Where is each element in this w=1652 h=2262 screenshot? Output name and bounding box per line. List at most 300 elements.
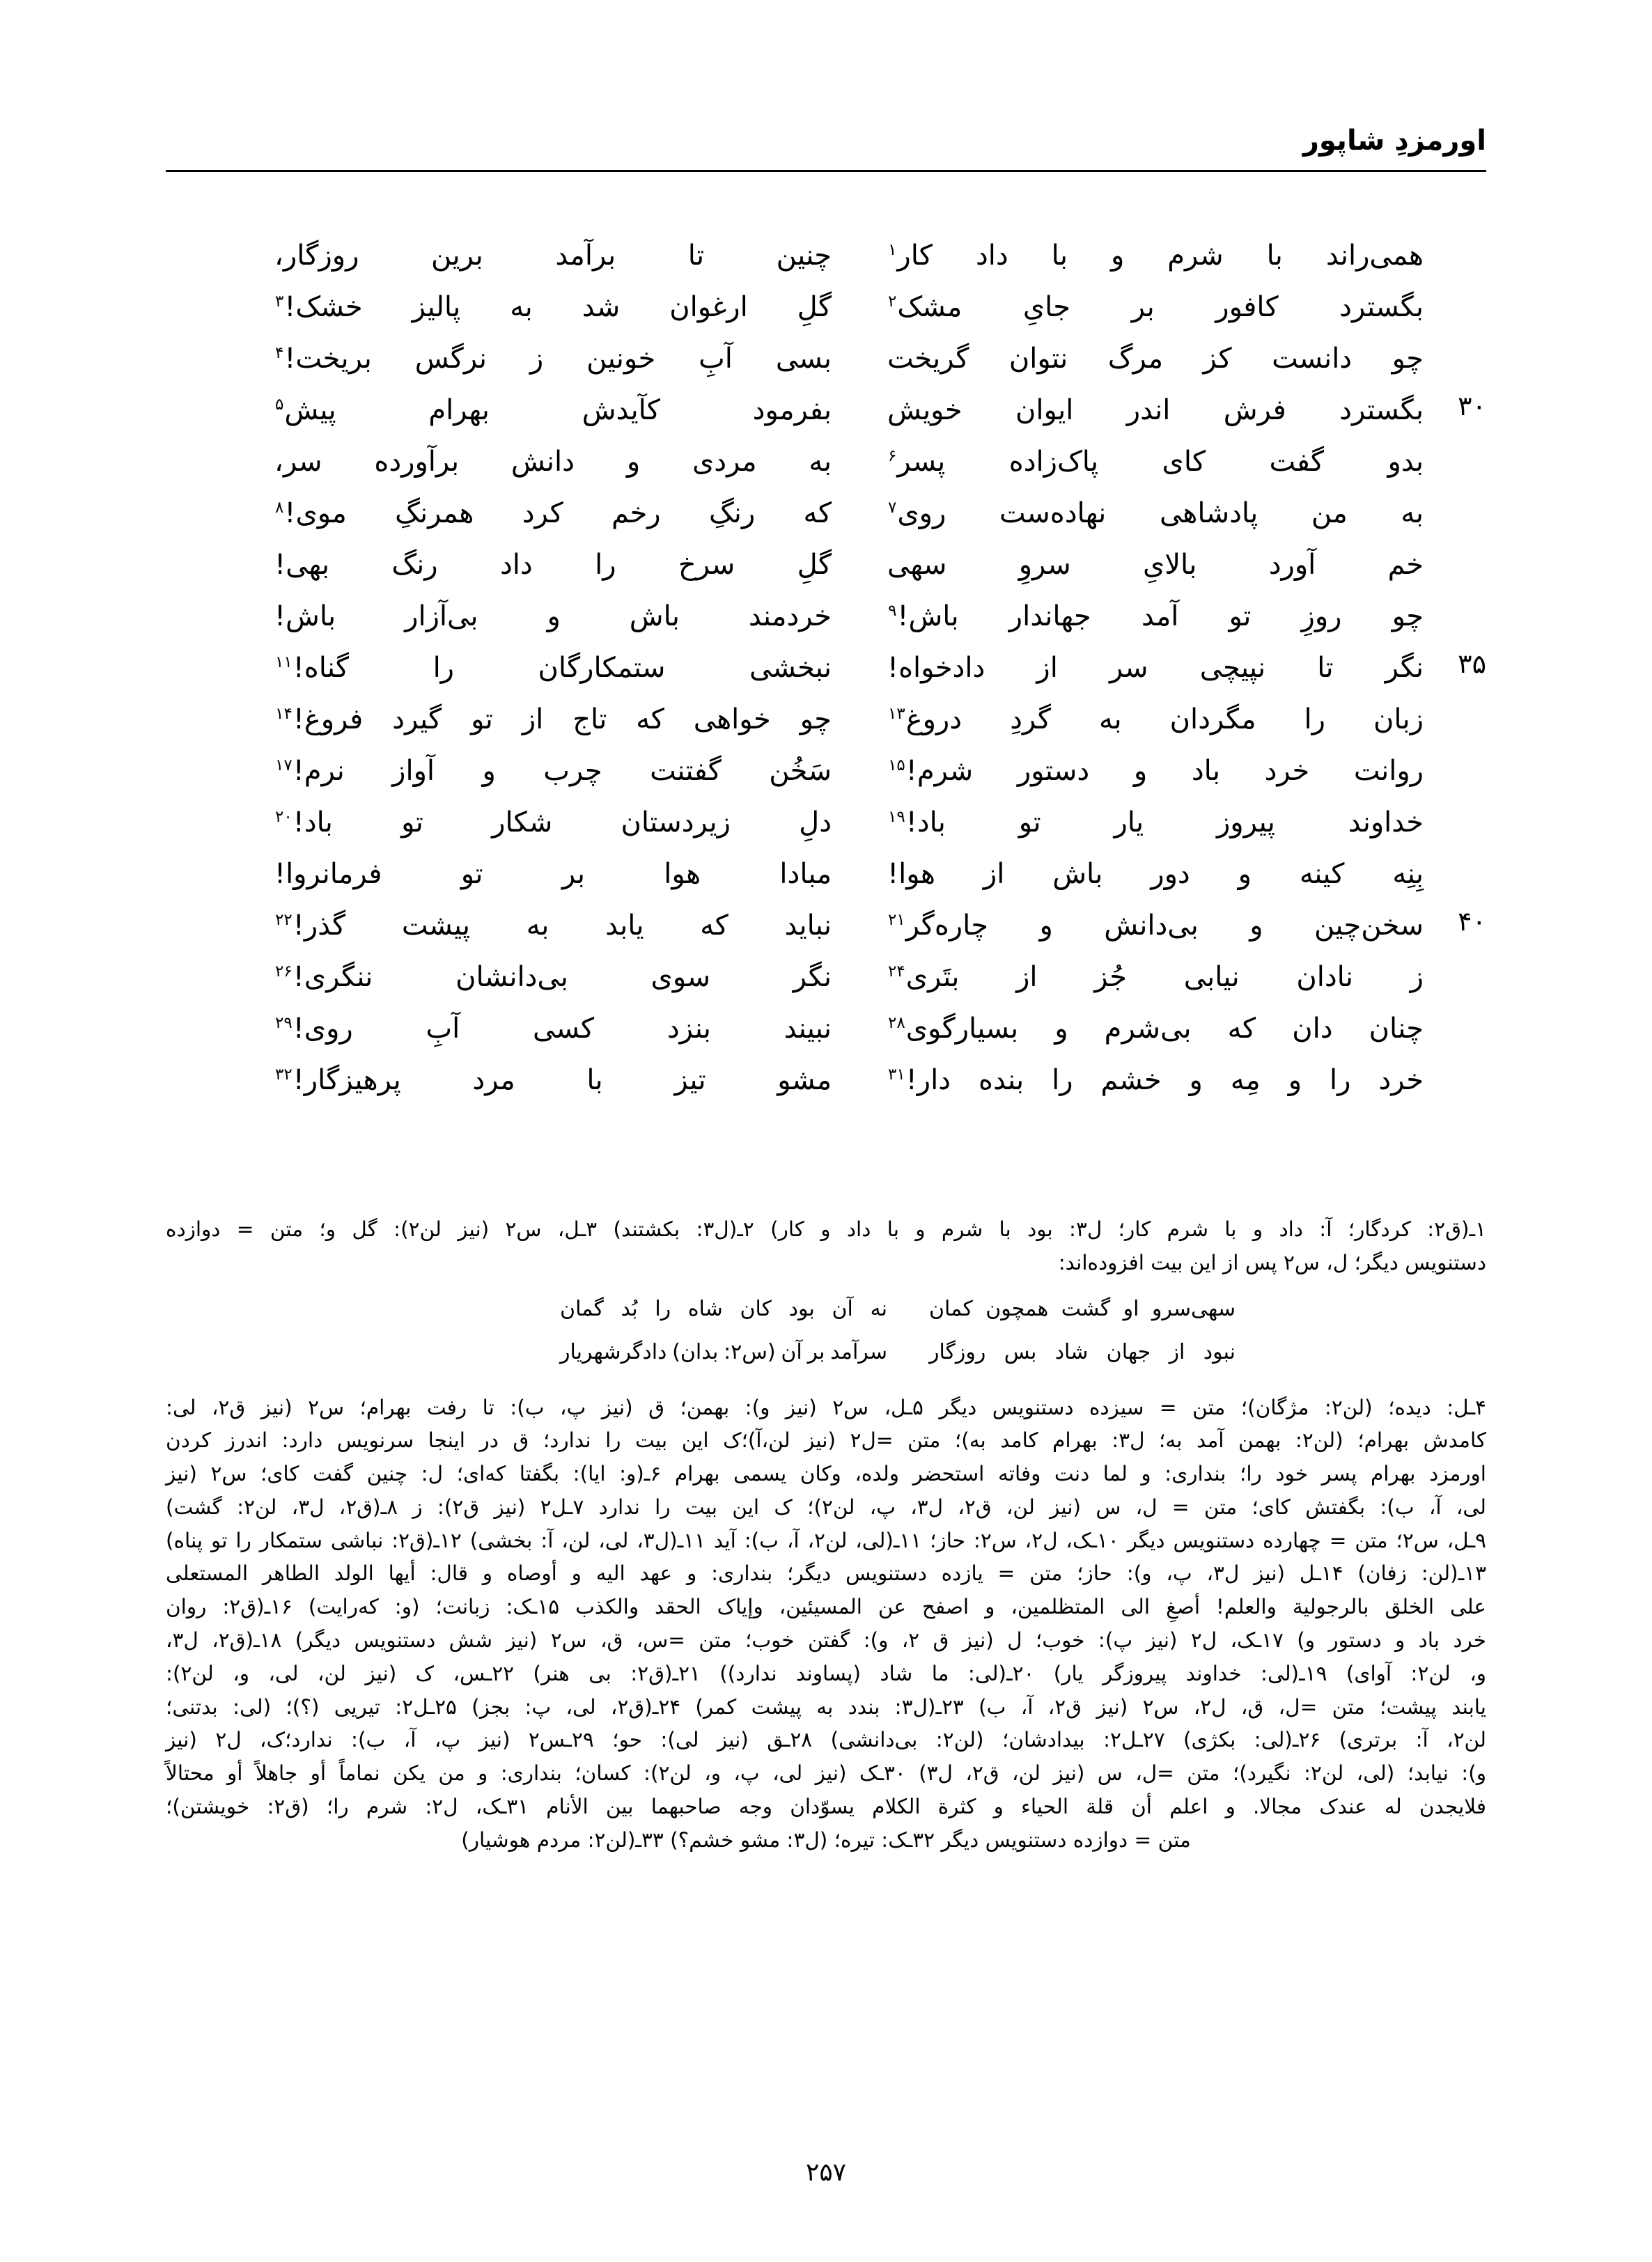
verse-row [166,492,1486,543]
verse-word: بدو [1387,446,1424,478]
hemistich-left [274,1007,832,1050]
verse-row [166,234,1486,286]
apparatus-line: و، لن۲: آوای) ۱۹ـ(لی: خداوند پیروزگر یار) ۲۰ـ(لی: ما شاد (پساوند ندارد)) ۲۱ـ(ق۲: بی هنر) ۲۲ـس، ک (نیز لن، لی، و، لن۲): [166,1661,1486,1685]
verse-word: از [983,858,1005,890]
inset-couplet-row [166,1336,1486,1379]
verse-word: بگسترد [1339,394,1424,426]
inset-word: از [1169,1339,1185,1364]
verse-word: دستور [1017,755,1090,787]
apparatus-marker: ۲۸ [888,1013,905,1032]
apparatus-line: خرد باد و دستور و) ۱۷ـک، ل۲ (نیز پ): خوب؛ ل (نیز ق ۲، و): گفتن خوب؛ متن =س، ق، س۲ (نیز شش دستنویس دیگر) ۱۸ـ(ق۲، ل۳، [166,1628,1486,1653]
verse-word: نرگس [414,343,487,375]
verse-word: اندر [1126,394,1171,426]
verse-row [166,286,1486,337]
verse-word: کسی [532,1013,595,1045]
verse-word: داد [499,549,533,581]
verse-word: به [809,446,832,478]
verse-word: بر [1131,291,1155,323]
inset-word: کمان [929,1296,973,1321]
verse-word: نپیچی [1199,652,1266,684]
verse-word: سر، [274,446,322,478]
hemistich-right [887,698,1424,741]
verse-word: یابد [605,910,644,942]
verse-word: کرد [522,497,563,529]
hemistich-left [274,389,832,432]
verse-word: شکار [492,806,553,838]
hemistich-right [887,646,1424,689]
verse-block [166,234,1486,1110]
apparatus-line: دستنویس دیگر؛ ل، س۲ پس از این بیت افزوده‌اند: [1058,1250,1486,1274]
hemistich-right [887,749,1424,793]
apparatus-marker: ۴ [275,343,284,362]
verse-word: خرد [1378,1064,1424,1096]
verse-word: چنان [1369,1013,1424,1045]
verse-word: بِنِه [1392,858,1424,890]
verse-word: را [433,652,454,684]
verse-word: تو [401,806,423,838]
apparatus-marker: ۱۵ [888,756,905,774]
verse-row [166,852,1486,904]
verse-line-number: ۴۰ [1458,906,1486,937]
verse-word: که [636,703,664,735]
verse-word: که [1227,1013,1256,1045]
apparatus-marker: ۳۲ [275,1065,293,1084]
inset-word: گشت [1061,1296,1111,1321]
verse-word: خردمند [748,600,832,632]
verse-word: گلِ [797,549,832,581]
verse-word: کینه [1299,858,1345,890]
verse-word: فرمانروا! [274,858,382,890]
hemistich-left [274,595,832,638]
verse-word: نرم!$^{۱۷}$ [275,755,345,787]
apparatus-line: لی، آ، ب): بگفتش کای؛ متن = ل، س (نیز لن، ق۲، ل۳، پ، لن۲)؛ ک این بیت را ندارد ۷ـل۲ (نیز ق۲): ز ۸ـ(ق۲، ل۳، لن۲: گشت) [166,1495,1486,1519]
verse-word: بالایِ [1142,549,1197,581]
verse-word: خم [1387,549,1424,581]
hemistich-left [274,1059,832,1102]
header-divider [166,170,1486,172]
inset-word: او [1123,1296,1139,1321]
verse-word: دروغ$^{۱۳}$ [888,703,963,735]
inset-word: بود [788,1296,815,1321]
inset-word: (س۲: [724,1339,776,1364]
verse-word: خرد [1264,755,1310,787]
verse-word: کای [1162,446,1206,478]
verse-word: و [1133,755,1148,787]
hemistich-left [274,801,832,844]
inset-couplet-row [166,1293,1486,1336]
apparatus-marker: ۱۴ [275,704,293,723]
inset-hemistich-left [560,1293,887,1327]
verse-word: با [586,1064,603,1096]
verse-word: بفرمود [752,394,832,426]
verse-word: بسیارگوی$^{۲۸}$ [888,1013,1019,1045]
verse-word: همرنگِ [395,497,474,529]
verse-word: برین [431,240,483,272]
verse-word: خویش [887,394,963,426]
verse-word: نادان [1296,961,1353,993]
apparatus-marker: ۵ [275,395,284,414]
inset-word: سرآمد [830,1339,887,1364]
verse-word: آبِ [426,1013,460,1045]
verse-word: و [1054,1013,1068,1045]
apparatus-marker: ۲۶ [275,962,293,981]
verse-word: که [700,910,728,942]
apparatus-marker: ۲۴ [888,962,905,981]
verse-word: باش [1052,858,1103,890]
verse-word: تو [460,858,483,890]
verse-word: مرگ [1107,343,1163,375]
verse-word: سوی [650,961,711,993]
inset-word: جهان [1106,1339,1151,1364]
verse-word: و [1288,1064,1302,1096]
verse-word: تیز [674,1064,706,1096]
verse-word: شد [582,291,621,323]
verse-row [166,337,1486,389]
verse-word: با [1051,240,1068,272]
verse-word: به [526,910,550,942]
verse-word: فروغ!$^{۱۴}$ [275,703,364,735]
verse-word: من [1311,497,1348,529]
verse-row [166,904,1486,956]
apparatus-marker: ۱۹ [888,807,905,826]
verse-row [166,749,1486,801]
apparatus-line: فلایجدن له عندک مجالا. و اعلم أن قلة الحیاء و کثرة الکلام یسوّدان وجه صاحبهما بین الأنام ۳۱ـک، ل۲: شرم را؛ (ق۲: خویشتن)؛ [166,1794,1486,1818]
hemistich-left [274,337,832,380]
verse-word: پادشاهی [1159,497,1259,529]
verse-word: سهی [887,549,947,581]
verse-word: نگر [793,961,832,993]
verse-word: باش [629,600,680,632]
hemistich-right [887,956,1424,999]
apparatus-marker: ۲۱ [888,910,905,929]
verse-word: گلِ [797,291,832,323]
verse-word: مِه [1230,1064,1261,1096]
verse-word: سخن‌چین [1314,910,1424,942]
verse-word: ستمکارگان [538,652,666,684]
verse-word: دلِ [799,806,832,838]
inset-word: نبود [1203,1339,1236,1364]
page-number: ۲۵۷ [805,2158,846,2187]
apparatus-marker: ۲۰ [275,807,293,826]
apparatus-marker: ۱۱ [275,653,293,671]
inset-word: بدان) [672,1339,719,1364]
verse-word: ایوان [1015,394,1074,426]
verse-word: و [1110,240,1125,272]
inset-word: بر [807,1339,825,1364]
hemistich-left [274,234,832,277]
verse-word: روی$^۷$ [888,497,946,529]
verse-word: چو [1392,343,1424,375]
verse-word: باد!$^{۲۰}$ [275,806,333,838]
inset-word: روزگار [929,1339,986,1364]
verse-word: آبِ [699,343,733,375]
verse-word: گذر!$^{۲۲}$ [275,910,346,942]
inset-word: آن [781,1339,802,1364]
verse-row [166,543,1486,595]
verse-word: بگسترد [1339,291,1424,323]
verse-word: تا [1317,652,1334,684]
verse-word: سر [1109,652,1148,684]
verse-word: چرب [543,755,602,787]
inset-word: گمان [560,1296,604,1321]
verse-word: باش! [274,600,336,632]
apparatus-marker: ۳۱ [888,1065,905,1084]
verse-word: به [1401,497,1424,529]
verse-word: پیشت [401,910,471,942]
verse-word: رنگِ [708,497,756,529]
verse-word: گریخت [887,343,969,375]
verse-word: جایِ [1022,291,1071,323]
verse-word: مشک$^۲$ [888,291,963,323]
verse-word: دان [1292,1013,1333,1045]
apparatus-line: ۴ـل: دیده؛ (لن۲: مژگان)؛ متن = سیزده دستنویس دیگر ۵ـل، س۲ (نیز و): بهمن؛ ق (نیز پ، ب): تا رفت بهرام؛ س۲ (نیز ق۲، لی: [166,1395,1487,1419]
verse-word: را [1304,703,1325,735]
apparatus-line: ۱ـ(ق۲: کردگار؛ آ: داد و با شرم کار؛ ل۳: بود با شرم و با داد و کار) ۲ـ(ل۳: بکشتند) ۳ـل، س۲ (نیز لن۲): گل و؛ متن = دوازده [166,1217,1486,1241]
verse-word: پالیز [412,291,461,323]
hemistich-left [274,956,832,999]
hemistich-right [887,543,1424,586]
apparatus-marker: ۲۹ [275,1013,293,1032]
verse-word: بنده [979,1064,1024,1096]
hemistich-right [887,389,1424,432]
verse-word: از [1036,652,1058,684]
verse-word: به [510,291,533,323]
verse-word: و [547,600,561,632]
inset-word: شاه [687,1296,723,1321]
verse-word: جهاندار [1008,600,1091,632]
verse-word: تو [471,703,493,735]
verse-word: بتَری$^{۲۴}$ [888,961,960,993]
verse-word: از [522,703,544,735]
verse-word: با [1266,240,1283,272]
verse-word: سروِ [1018,549,1071,581]
hemistich-left [274,646,832,689]
apparatus-line: یابند پیشت؛ متن =ل، ق، ل۲، س۲ (نیز ق۲، آ، ب) ۲۳ـ(ل۳: بندد به پیشت کمر) ۲۴ـ(ق۲، لی، پ: بجز) ۲۵ـل۲: تیریی (؟)؛ (لی: بدتنی؛ [166,1694,1486,1719]
hemistich-right [887,801,1424,844]
verse-row [166,646,1486,698]
verse-word: پیروز [1216,806,1275,838]
verse-word: تاج [572,703,607,735]
inset-variant-couplet [166,1293,1486,1382]
verse-word: به [1099,703,1122,735]
verse-row [166,956,1486,1007]
verse-word: باد [1191,755,1220,787]
verse-word: دار!$^{۳۱}$ [888,1064,951,1096]
hemistich-left [274,492,832,535]
verse-word: نیابی [1183,961,1240,993]
verse-word: گردِ [1010,703,1052,735]
verse-word: دانش [511,446,575,478]
verse-word: را [595,549,616,581]
verse-word: هوا [664,858,701,890]
verse-word: جُز [1094,961,1128,993]
verse-word: و [1249,910,1263,942]
verse-word: چو [1392,600,1424,632]
apparatus-line: لن۲، آ: برتری) ۲۶ـ(لی: بکژی) ۲۷ـل۲: بیدادشان؛ (لن۲: بی‌دانشی) ۲۸ـق (نیز لی): حو؛ ۲۹ـس۲ (نیز پ، آ، ب): ندارد؛ک، ل۲ (نیز [166,1728,1486,1752]
running-header [166,124,1486,177]
apparatus-line: ۱۳ـ(لن: زفان) ۱۴ـل (نیز ل۳، پ، و): حاز؛ متن = یازده دستنویس دیگر؛ بنداری: و عهد الیه و أوصاه و قال: أیها الولد الطاهر المستعلی [166,1561,1486,1586]
verse-word: پیش$^۵$ [275,394,336,426]
hemistich-right [887,904,1424,947]
verse-word: مشو [777,1064,832,1096]
verse-word: مرد [472,1064,515,1096]
verse-word: گیرد [392,703,442,735]
verse-word: شرم!$^{۱۵}$ [888,755,974,787]
verse-word: دانست [1272,343,1353,375]
verse-word: مردی [692,446,757,478]
verse-word: روانت [1353,755,1424,787]
verse-word: داد [975,240,1008,272]
verse-word: بنزد [667,1013,711,1045]
verse-word: تو [1229,600,1252,632]
verse-word: نهاده‌ست [999,497,1107,529]
verse-word: و [626,446,641,478]
verse-word: بسی [775,343,832,375]
apparatus-marker: ۸ [275,498,284,517]
verse-word: آمد [1141,600,1179,632]
verse-word: پاک‌زاده [1008,446,1099,478]
verse-row [166,1007,1486,1059]
verse-word: چنین [776,240,832,272]
verse-word: از [1016,961,1038,993]
inset-hemistich-left [560,1336,887,1370]
hemistich-left [274,749,832,793]
verse-line-number: ۳۵ [1458,648,1486,679]
apparatus-marker: ۹ [888,601,897,620]
verse-word: ارغوان [669,291,748,323]
hemistich-left [274,852,832,896]
verse-row [166,595,1486,646]
apparatus-opening [166,1213,1486,1280]
verse-word: باش!$^۹$ [888,600,959,632]
hemistich-left [274,698,832,741]
hemistich-right [887,286,1424,329]
inset-word: دادگرشهریار [560,1339,667,1364]
verse-row [166,440,1486,492]
verse-word: تو [1018,806,1041,838]
verse-row [166,389,1486,440]
apparatus-line: ۹ـل، س۲؛ متن = چهارده دستنویس دیگر ۱۰ـک، ل۲، س۲: حاز؛ ۱۱ـ(لی، لن۲، آ، ب): آید ۱۱ـ(ل۳، لی، لن، آ: بخشی) ۱۲ـ(ق۲: نباشی ستمکار را تو پناه) [166,1528,1486,1552]
inset-word: بُد [621,1296,638,1321]
hemistich-right [887,1007,1424,1050]
verse-word: و [1189,1064,1203,1096]
verse-word: ز [1410,961,1424,993]
verse-word: همی‌راند [1325,240,1424,272]
verse-word: گفتنت [650,755,722,787]
verse-word: نگر [1385,652,1424,684]
verse-word: گناه!$^{۱۱}$ [275,652,350,684]
verse-word: و [1238,858,1252,890]
verse-word: روی!$^{۲۹}$ [275,1013,353,1045]
verse-word: که [803,497,832,529]
inset-word: را [655,1296,671,1321]
verse-word: خشک!$^۳$ [275,291,363,323]
verse-word: و [482,755,496,787]
verse-word: پرهیزگار!$^{۳۲}$ [275,1064,401,1096]
verse-row [166,1059,1486,1110]
apparatus-marker: ۳ [275,292,284,311]
verse-word: بر [561,858,586,890]
hemistich-right [887,1059,1424,1102]
hemistich-left [274,543,832,586]
verse-word: خداوند [1348,806,1424,838]
inset-word: بس [1004,1339,1037,1364]
verse-word: را [1329,1064,1351,1096]
hemistich-right [887,337,1424,380]
verse-word: نباید [784,910,832,942]
verse-word: نبیند [784,1013,832,1045]
header-title: اورمزدِ شاپور [1302,125,1486,157]
verse-word: خونین [586,343,656,375]
inset-word: کان [740,1296,772,1321]
hemistich-right [887,595,1424,638]
verse-word: چو [800,703,832,735]
inset-hemistich-right [929,1336,1236,1370]
inset-word: آن [832,1296,853,1321]
verse-word: مگردان [1169,703,1256,735]
verse-word: کافور [1215,291,1279,323]
verse-word: شرم [1167,240,1224,272]
verse-word: نتوان [1008,343,1068,375]
apparatus-line: و): نیابد؛ (لی، لن۲: نگیرد)؛ متن =ل، س (نیز لن، ق۲، ل۳) ۳۰ـک (نیز لی، پ، و، لن۲): کسان؛ بنداری: و من یکن نماماً أو جاهلاً أو محتالاً [166,1761,1486,1786]
verse-word: سَخُن [769,755,832,787]
inset-word: نه [870,1296,887,1321]
verse-word: موی!$^۸$ [275,497,347,529]
verse-word: خشم [1100,1064,1162,1096]
verse-word: فرش [1223,394,1286,426]
hemistich-right [887,440,1424,483]
verse-word: ز [529,343,544,375]
verse-word: رنگ [391,549,438,581]
verse-word: روزگار، [274,240,359,272]
verse-word: بی‌آزار [405,600,478,632]
verse-word: زبان [1373,703,1424,735]
verse-word: برآمد [555,240,616,272]
apparatus-line: کامدش بهرام؛ (لن۲: بهمن آمد به؛ ل۳: بهرام کامد به)؛ متن =ل۲ (نیز لن،آ)؛ک این بیت را ندارد؛ ق در اینجا سرنویس دارد: اندرز کردن [166,1428,1487,1453]
verse-word: بی‌دانش [1104,910,1199,942]
verse-word: بهی! [274,549,330,581]
apparatus-marker: ۱۷ [275,756,293,774]
verse-word: کز [1203,343,1232,375]
apparatus-marker: ۶ [888,446,897,465]
verse-row [166,698,1486,749]
verse-word: کآیدش [582,394,660,426]
apparatus-marker: ۷ [888,498,897,517]
hemistich-right [887,492,1424,535]
verse-word: یار [1114,806,1144,838]
verse-word: باد!$^{۱۹}$ [888,806,946,838]
verse-word: گفت [1269,446,1325,478]
apparatus-line: اورمزد بهرام پسر خود را؛ بنداری: و لما دنت وفاته استحضر ولده، وکان یسمی بهرام ۶ـ(و: ایا): بگفتا که‌ای؛ ل: چنین گفت کای؛ س۲ (نیز [166,1462,1486,1486]
apparatus-line: علی الخلق بالرجولیة والعلم! أصغِ الی المتظلمین، و اصفح عن المسیئین، وإیاک الحقد والکذب ۱۵ـک: زبانت؛ (و: که‌رایت) ۱۶ـ(ق۲: روان [166,1595,1486,1619]
inset-word: سهی‌سرو [1151,1296,1236,1321]
verse-word: بی‌شرم [1104,1013,1192,1045]
apparatus-line: متن = دوازده دستنویس دیگر ۳۲ـک: تیره؛ (ل۳: مشو خشم؟) ۳۳ـ(لن۲: مردم هوشیار) [461,1827,1191,1852]
hemistich-left [274,286,832,329]
verse-word: بی‌دانشان [455,961,568,993]
verse-word: سرخ [678,549,735,581]
verse-word: و [1039,910,1053,942]
hemistich-right [887,852,1424,896]
verse-word: آورد [1268,549,1316,581]
apparatus-marker: ۱ [888,240,897,259]
verse-word: چاره‌گر$^{۲۱}$ [888,910,989,942]
verse-word: کار$^۱$ [888,240,933,272]
verse-word: رخم [611,497,661,529]
apparatus-body [166,1391,1486,1857]
hemistich-right [887,234,1424,277]
hemistich-left [274,440,832,483]
